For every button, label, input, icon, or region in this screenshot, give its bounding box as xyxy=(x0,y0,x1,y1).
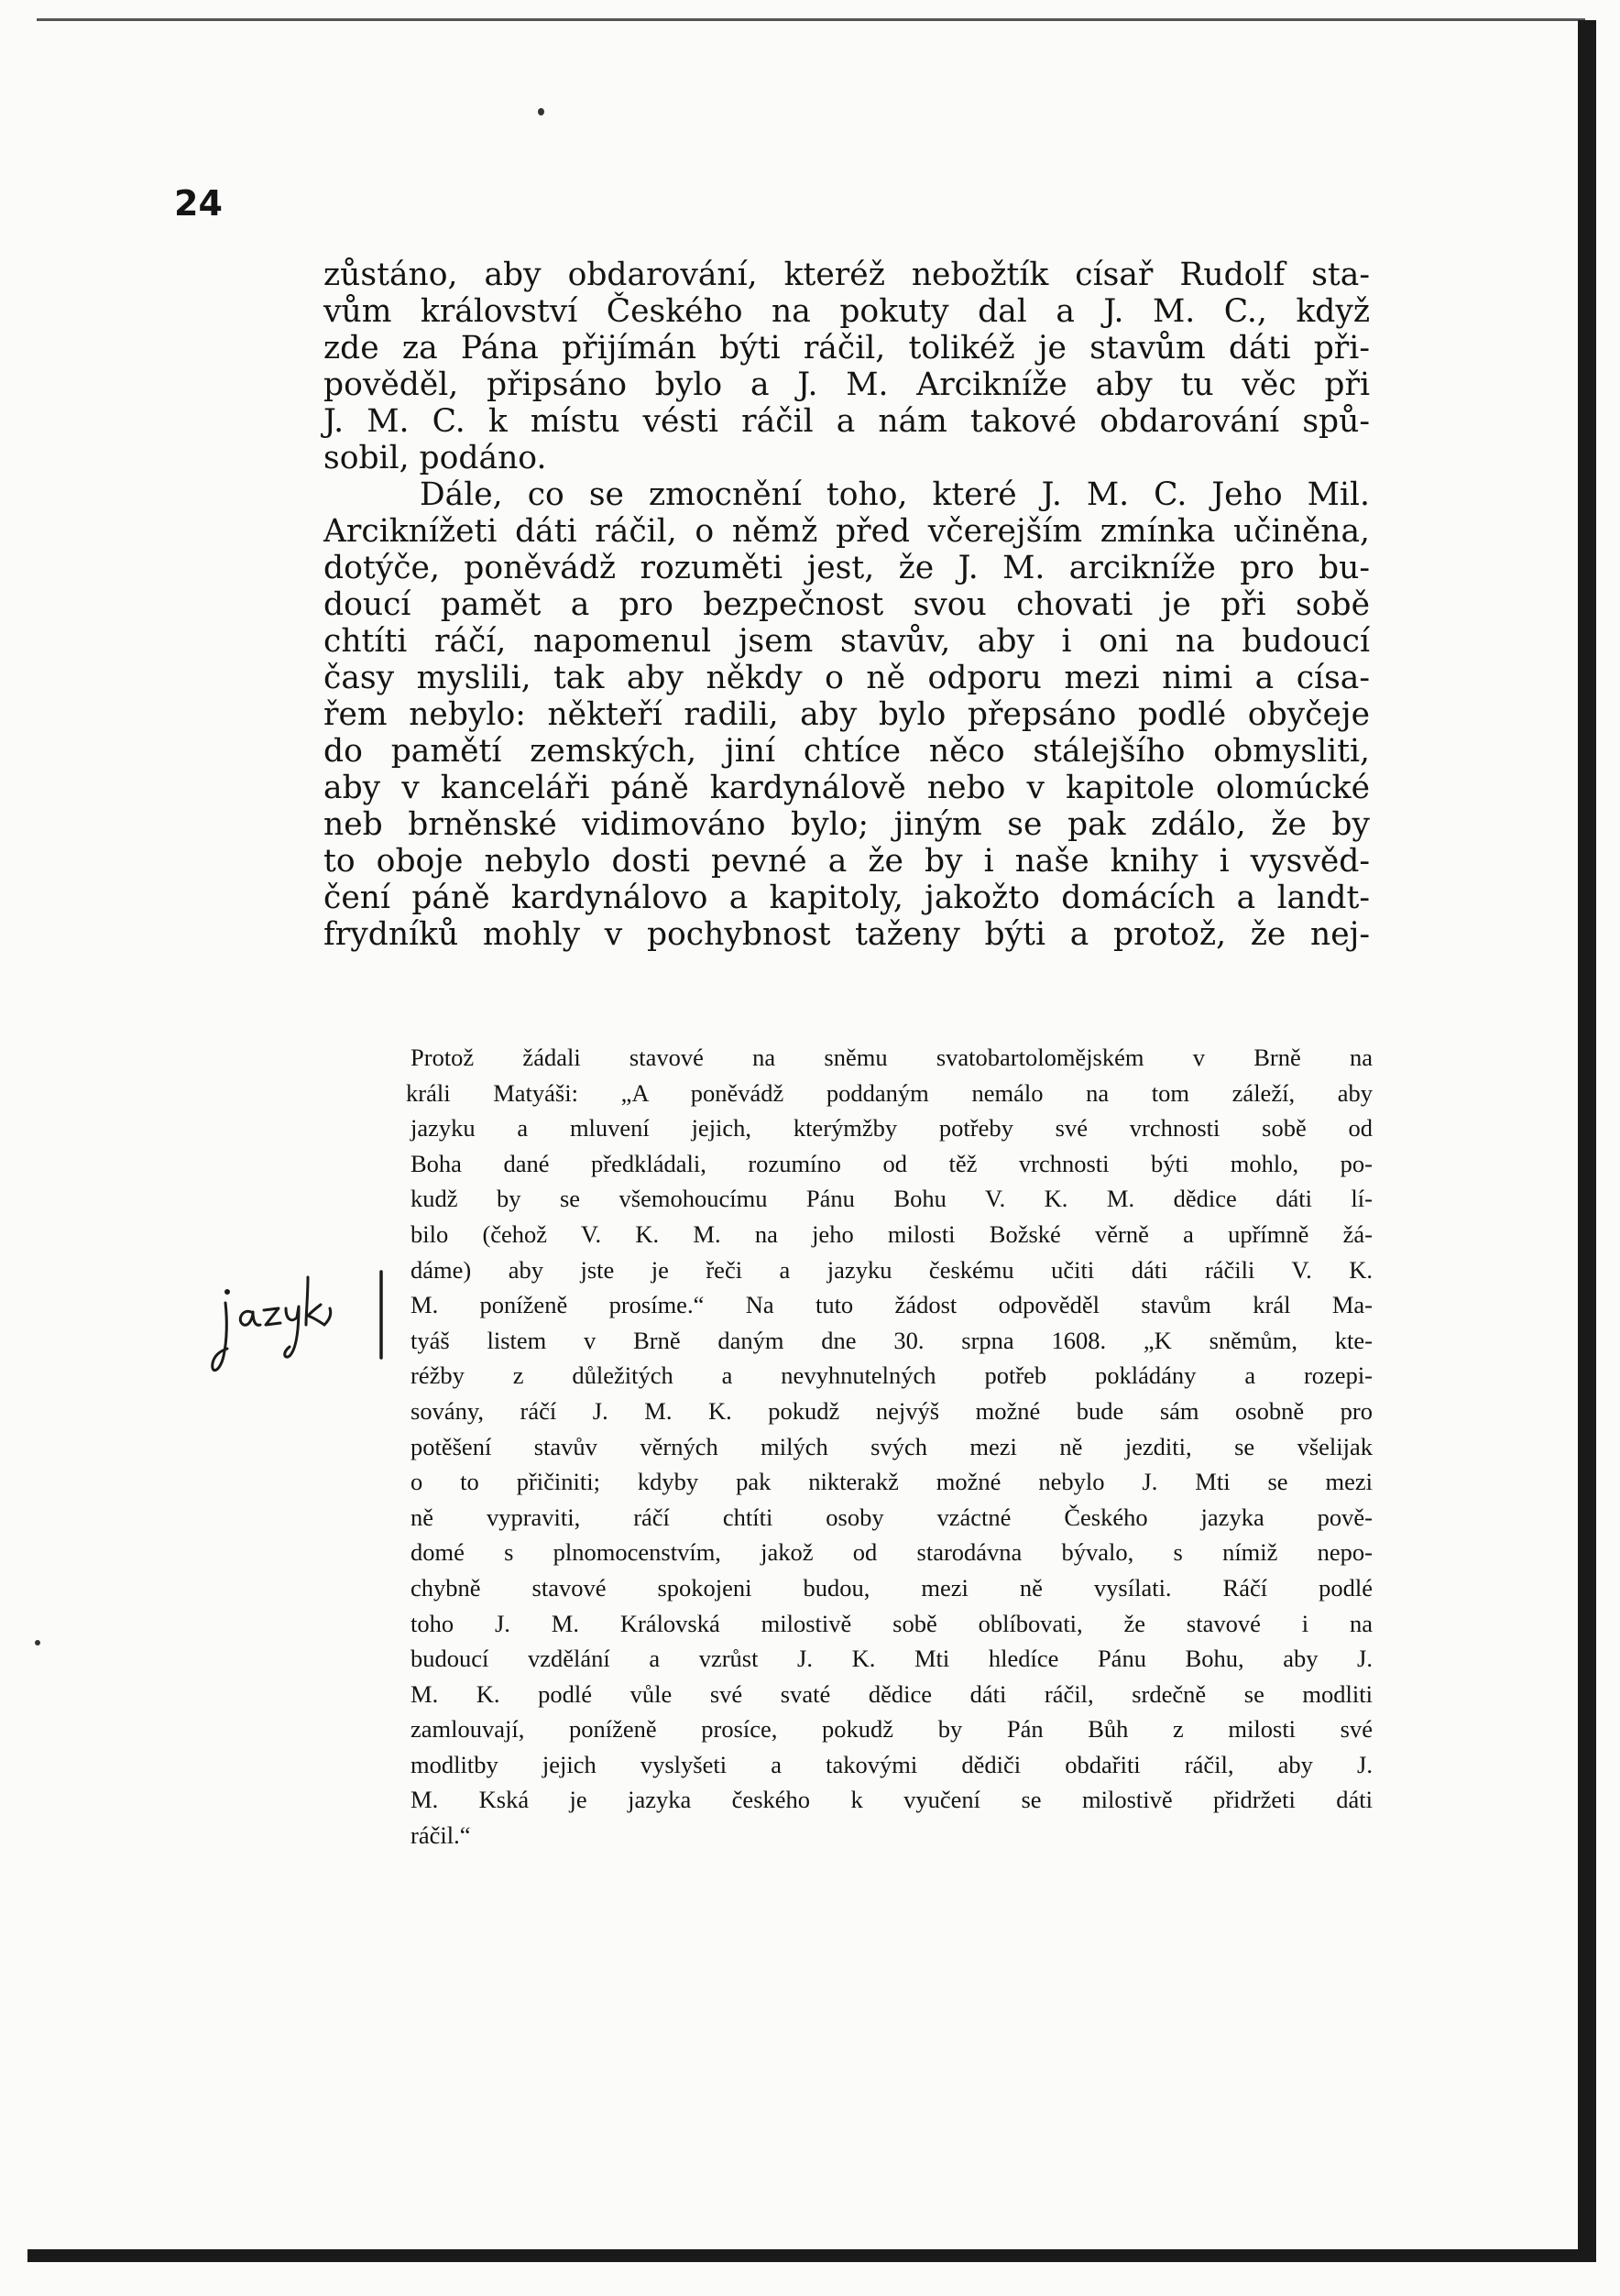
footnote-line: jazyku a mluvení jejich, kterýmžby potřeby své vrchnosti sobě od xyxy=(410,1114,1373,1143)
footnote-line: bilo (čehož V. K. M. na jeho milosti Božské věrně a upřímně žá- xyxy=(410,1219,1373,1248)
text-line: Arciknížeti dáti ráčil, o němž před včerejším zmínka učiněna, xyxy=(323,513,1370,550)
scan-edge-bottom xyxy=(27,2249,1596,2262)
text-line: zde za Pána přijímán býti ráčil, tolikéž je stavům dáti při- xyxy=(323,330,1370,366)
footnote xyxy=(406,1040,1373,1853)
footnote-line: toho J. M. Královská milostivě sobě oblíbovati, že stavové i na xyxy=(410,1609,1373,1637)
scan-edge-right xyxy=(1578,20,1596,2256)
footnote-line: potěšení stavův věrných milých svých mezi ně jezditi, se všelijak xyxy=(410,1432,1373,1460)
footnote-line: ně vypraviti, ráčí chtíti osoby vzáctné Českého jazyka pově- xyxy=(410,1503,1373,1531)
footnote-line: M. Kská je jazyka českého k vyučení se milostivě přidržeti dáti xyxy=(410,1786,1373,1814)
text-line: aby v kanceláři páně kardynálově nebo v kapitole olomúcké xyxy=(323,770,1370,806)
text-line: časy myslili, tak aby někdy o ně odporu mezi nimi a císa- xyxy=(323,660,1370,696)
text-line: zůstáno, aby obdarování, kteréž nebožtík císař Rudolf sta- xyxy=(323,257,1370,293)
text-line: pověděl, připsáno bylo a J. M. Arcikníže aby tu věc při xyxy=(323,366,1370,403)
footnote-line: Boha dané předkládali, rozumíno od těž vrchnosti býti mohlo, po- xyxy=(410,1149,1373,1177)
footnote-line: o to přičiniti; kdyby pak nikterakž možné nebylo J. Mti se mezi xyxy=(410,1468,1373,1496)
main-text xyxy=(323,257,1370,953)
footnote-line: ráčil.“ xyxy=(410,1821,471,1850)
dust-speck xyxy=(35,1640,40,1645)
footnote-line: domé s plnomocenstvím, jakož od starodávna bývalo, s nímiž nepo- xyxy=(410,1538,1373,1567)
footnote-line: zamlouvají, poníženě prosíce, pokudž by Pán Bůh z milosti své xyxy=(410,1715,1373,1744)
footnote-line: kudž by se všemohoucímu Pánu Bohu V. K. M. dědice dáti lí- xyxy=(410,1185,1373,1213)
handwritten-margin-note xyxy=(207,1264,418,1383)
footnote-line: réžby z důležitých a nevyhnutelných potřeb pokládány a rozepi- xyxy=(410,1361,1373,1390)
footnote-line: budoucí vzdělání a vzrůst J. K. Mti hledíce Pánu Bohu, aby J. xyxy=(410,1645,1373,1673)
footnote-line: sovány, ráčí J. M. K. pokudž nejvýš možné bude sám osobně pro xyxy=(410,1396,1373,1425)
text-line: do pamětí zemských, jiní chtíce něco stálejšího obmysliti, xyxy=(323,733,1370,770)
dust-speck xyxy=(538,108,544,115)
footnote-line: chybně stavové spokojeni budou, mezi ně vysílati. Ráčí podlé xyxy=(410,1573,1373,1602)
footnote-line: Protož žádali stavové na sněmu svatobartolomějském v Brně na xyxy=(410,1044,1373,1071)
paragraph-2 xyxy=(323,476,1370,953)
text-line: Dále, co se zmocnění toho, které J. M. C. Jeho Mil. xyxy=(420,476,1370,513)
text-line: chtíti ráčí, napomenul jsem stavův, aby i oni na budoucí xyxy=(323,623,1370,660)
text-line: dotýče, poněvádž rozuměti jest, že J. M. arcikníže pro bu- xyxy=(323,550,1370,586)
text-line: vům království Českého na pokuty dal a J. M. C., když xyxy=(323,293,1370,330)
text-line: frydníků mohly v pochybnost taženy býti a protož, že nej- xyxy=(323,916,1370,953)
paragraph-1 xyxy=(323,257,1370,476)
footnote-line: tyáš listem v Brně daným dne 30. srpna 1608. „K sněmům, kte- xyxy=(410,1326,1373,1354)
text-line: doucí pamět a pro bezpečnost svou chovati je při sobě xyxy=(323,586,1370,623)
text-line: to oboje nebylo dosti pevné a že by i naše knihy i vysvěd- xyxy=(323,843,1370,880)
text-line: čení páně kardynálovo a kapitoly, jakožto domácích a landt- xyxy=(323,880,1370,916)
footnote-line: modlitby jejich vyslyšeti a takovými dědiči obdařiti ráčil, aby J. xyxy=(410,1750,1373,1778)
text-line: sobil, podáno. xyxy=(323,440,547,476)
footnote-line: dáme) aby jste je řeči a jazyku českému učiti dáti ráčili V. K. xyxy=(410,1255,1373,1284)
footnote-line: M. poníženě prosíme.“ Na tuto žádost odpověděl stavům král Ma- xyxy=(410,1291,1373,1319)
text-line: J. M. C. k místu vésti ráčil a nám takové obdarování spů- xyxy=(323,403,1370,440)
page-number: 24 xyxy=(174,183,223,224)
text-line: neb brněnské vidimováno bylo; jiným se pak zdálo, že by xyxy=(323,806,1370,843)
text-line: řem nebylo: někteří radili, aby bylo přepsáno podlé obyčeje xyxy=(323,696,1370,733)
footnote-line: králi Matyáši: „A poněvádž poddaným nemálo na tom záleží, aby xyxy=(406,1078,1373,1107)
scan-edge-top xyxy=(37,18,1585,21)
footnote-line: M. K. podlé vůle své svaté dědice dáti ráčil, srdečně se modliti xyxy=(410,1679,1373,1708)
